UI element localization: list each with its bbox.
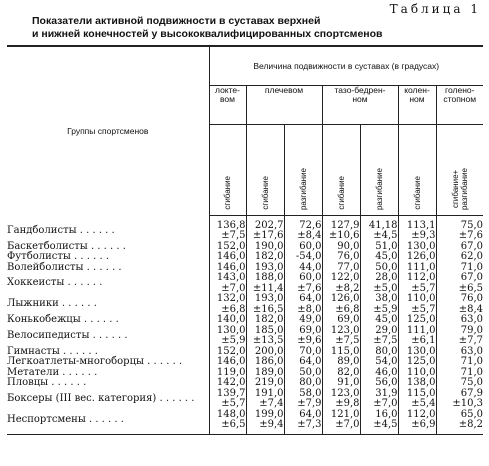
mean-value: 219,0 (246, 378, 284, 389)
mean-value: 64,0 (284, 357, 322, 368)
title-line-1: Показатели активной подвижности в суставах верхней (32, 15, 321, 27)
joint-header: локте- вом (209, 86, 246, 125)
sd-value: ±17,6 (246, 231, 284, 242)
mean-value: 125,0 (398, 357, 436, 368)
mean-value: 70,0 (284, 347, 322, 358)
athlete-group (7, 326, 209, 347)
mean-value: 71,0 (436, 368, 483, 379)
mean-value: 29,0 (360, 326, 398, 337)
mean-value: 75,0 (436, 378, 483, 389)
mean-value: 76,0 (322, 252, 360, 263)
sd-value: ±8,2 (436, 420, 483, 431)
athlete-group (7, 294, 209, 315)
sd-value: ±6,9 (398, 420, 436, 431)
mean-value: 90,0 (322, 242, 360, 253)
table-body (7, 216, 483, 435)
sd-value: ±13,5 (246, 336, 284, 347)
group-name: Пловцы (7, 377, 49, 388)
mean-value: 110,0 (398, 368, 436, 379)
joint-header: голено- стопном (436, 86, 483, 125)
mean-value: 110,0 (398, 294, 436, 305)
joint-header: плечевом (246, 86, 322, 125)
sd-value: ±11,4 (246, 284, 284, 295)
mean-value: 193,0 (246, 263, 284, 274)
mean-value: 80,0 (360, 347, 398, 358)
dot-leader: . . . . . . (64, 277, 103, 289)
mean-value: 136,8 (209, 221, 246, 232)
mean-value: 138,0 (398, 378, 436, 389)
sd-value: ±10,6 (322, 231, 360, 242)
mean-value: 200,0 (246, 347, 284, 358)
mean-value: 51,0 (360, 242, 398, 253)
mean-value: 50,0 (284, 368, 322, 379)
mean-value: 143,0 (209, 273, 246, 284)
sd-value: ±9,8 (322, 399, 360, 410)
sd-value: ±5,7 (209, 399, 246, 410)
group-name: Гимнасты (7, 345, 60, 357)
sd-value: ±6,5 (436, 284, 483, 295)
mean-value: 182,0 (246, 315, 284, 326)
mobility-table (7, 45, 483, 435)
sd-value: ±7,4 (246, 399, 284, 410)
mean-value: 185,0 (246, 326, 284, 337)
sd-value: ±7,0 (209, 284, 246, 295)
mean-value: 188,0 (246, 273, 284, 284)
group-name: Гандболисты (7, 224, 77, 236)
sd-value: ±7,9 (284, 399, 322, 410)
mean-value: 71,0 (436, 357, 483, 368)
movement-label: разгибание (374, 167, 384, 210)
mean-value: 77,0 (322, 263, 360, 274)
dot-leader: . . . . . . (89, 329, 128, 341)
mean-value: 79,0 (436, 326, 483, 337)
mean-value: 38,0 (360, 294, 398, 305)
mean-value: 67,9 (436, 389, 483, 400)
sd-value: ±5,4 (398, 399, 436, 410)
mean-value: 182,0 (246, 252, 284, 263)
movement-label: сгибание (223, 176, 232, 210)
movement-header (436, 125, 483, 216)
mean-value: 130,0 (398, 347, 436, 358)
sd-value: ±6,5 (209, 420, 246, 431)
dot-leader: . . . . . . (59, 366, 98, 378)
table-header (7, 46, 483, 216)
sd-value: ±10,3 (436, 399, 483, 410)
dot-leader: . . . . . . (59, 345, 98, 357)
sd-value: ±8,2 (322, 284, 360, 295)
athlete-group (7, 263, 209, 274)
mean-value: 126,0 (398, 252, 436, 263)
mean-value: 60,0 (284, 273, 322, 284)
dot-leader: . . . . . . (83, 261, 122, 273)
mean-value: 44,0 (284, 263, 322, 274)
movement-label: сгибание (336, 176, 346, 210)
group-name: Волейболисты (7, 261, 84, 273)
mean-value: 115,0 (398, 389, 436, 400)
sd-value: ±5,9 (209, 336, 246, 347)
mean-value: 193,0 (246, 294, 284, 305)
dot-leader: . . . . . . (80, 314, 119, 325)
table-number: Таблица 1 (389, 2, 481, 16)
mean-value: 189,0 (246, 368, 284, 379)
mean-value: 60,0 (284, 242, 322, 253)
movement-label: сгибание (260, 176, 270, 210)
mean-value: 49,0 (284, 315, 322, 326)
title-line-2: и нижней конечностей у высококвалифицированных спортсменов (32, 28, 383, 40)
movement-header (284, 125, 322, 216)
mean-value: 152,0 (209, 242, 246, 253)
mean-value: 111,0 (398, 326, 436, 337)
sd-value: ±5,0 (360, 284, 398, 295)
movement-header (322, 125, 360, 216)
sd-value: ±7,6 (436, 231, 483, 242)
groups-header: Группы спортсменов (7, 46, 209, 216)
table-row (7, 378, 483, 389)
sd-value: ±9,4 (246, 420, 284, 431)
mean-value: 76,0 (436, 294, 483, 305)
mean-value: 54,0 (360, 357, 398, 368)
athlete-group (7, 410, 209, 431)
group-name: Легкоатлеты-многоборцы (7, 356, 144, 367)
sd-value: ±6,1 (398, 336, 436, 347)
sd-value: ±7,0 (360, 399, 398, 410)
sd-value: ±4,5 (360, 420, 398, 431)
sd-value: ±8,0 (284, 305, 322, 316)
mean-value: 89,0 (322, 357, 360, 368)
mean-value: 72,6 (284, 221, 322, 232)
sd-value: ±9,6 (284, 336, 322, 347)
mean-value: 58,0 (284, 389, 322, 400)
sd-value: ±6,8 (322, 305, 360, 316)
group-name: Конькобежцы (7, 314, 81, 325)
mean-value: 148,0 (209, 410, 246, 421)
mean-value: 123,0 (322, 326, 360, 337)
group-name: Хоккеисты (7, 277, 65, 289)
mean-value: 139,7 (209, 389, 246, 400)
sd-value: ±7,7 (436, 336, 483, 347)
dot-leader: . . . . . . (85, 413, 124, 425)
mean-value: 56,0 (360, 378, 398, 389)
group-name: Баскетболисты (7, 240, 88, 252)
mean-value: 28,0 (360, 273, 398, 284)
sd-value: ±7,6 (284, 284, 322, 295)
mean-value: 80,0 (284, 378, 322, 389)
mean-value: 121,0 (322, 410, 360, 421)
sd-value: ±7,3 (284, 420, 322, 431)
table-row (7, 315, 483, 326)
group-name: Метатели (7, 366, 60, 378)
table-row (7, 273, 483, 284)
sd-value: ±5,7 (398, 305, 436, 316)
mean-value: 132,0 (209, 294, 246, 305)
mean-value: 45,0 (360, 252, 398, 263)
mean-value: 152,0 (209, 347, 246, 358)
athlete-group (7, 273, 209, 294)
sd-value: ±5,7 (398, 284, 436, 295)
sd-value: ±9,3 (398, 231, 436, 242)
mean-value: 82,0 (322, 368, 360, 379)
movement-label: сгибание+ разгибание (450, 167, 469, 210)
group-name: Боксеры (III вес. категория) (7, 392, 157, 404)
movement-label: разгибание (298, 167, 308, 210)
mean-value: 127,9 (322, 221, 360, 232)
mean-value: 41,18 (360, 221, 398, 232)
mean-value: 64,0 (284, 294, 322, 305)
sd-value: ±7,5 (322, 336, 360, 347)
mean-value: 112,0 (398, 273, 436, 284)
mean-value: 46,0 (360, 368, 398, 379)
mean-value: 125,0 (398, 315, 436, 326)
sd-value: ±5,9 (360, 305, 398, 316)
athlete-group (7, 378, 209, 389)
dot-leader: . . . . . . (143, 356, 183, 367)
dot-leader: . . . . . . (58, 298, 97, 310)
mean-value: 75,0 (436, 221, 483, 232)
mean-value: 67,0 (436, 242, 483, 253)
mean-value: 65,0 (436, 410, 483, 421)
mean-value: 140,0 (209, 315, 246, 326)
mean-value: 130,0 (209, 326, 246, 337)
dot-leader: . . . . . . (87, 240, 126, 252)
mean-value: 67,0 (436, 273, 483, 284)
athlete-group (7, 221, 209, 242)
sd-value: ±7,0 (322, 420, 360, 431)
sd-value: ±6,8 (209, 305, 246, 316)
mean-value: 63,0 (436, 315, 483, 326)
mean-value: 63,0 (436, 347, 483, 358)
mean-value: 119,0 (209, 368, 246, 379)
sd-value: ±8,4 (284, 231, 322, 242)
mean-value: 191,0 (246, 389, 284, 400)
mean-value: 62,0 (436, 252, 483, 263)
group-name: Велосипедисты (7, 329, 90, 341)
sd-value: ±4,5 (360, 231, 398, 242)
dot-leader: . . . . . . (156, 392, 195, 404)
mean-value: 146,0 (209, 252, 246, 263)
mean-value: 71,0 (436, 263, 483, 274)
dot-leader: . . . . . . (48, 377, 87, 388)
mean-value: 146,0 (209, 263, 246, 274)
mean-value: 64,0 (284, 410, 322, 421)
dot-leader: . . . . . . (70, 251, 110, 262)
mean-value: 190,0 (246, 242, 284, 253)
mean-value: 199,0 (246, 410, 284, 421)
joint-header: колен- ном (398, 86, 436, 125)
sd-value: ±7,5 (360, 336, 398, 347)
dot-leader: . . . . . . (76, 224, 115, 236)
mean-value: 123,0 (322, 389, 360, 400)
mean-value: 115,0 (322, 347, 360, 358)
mean-value: 112,0 (398, 410, 436, 421)
table-row (7, 294, 483, 305)
athlete-group (7, 389, 209, 410)
mean-value: 126,0 (322, 294, 360, 305)
movement-header (398, 125, 436, 216)
table-title (32, 15, 452, 41)
mean-value: 69,0 (322, 315, 360, 326)
movement-header (209, 125, 246, 216)
mean-value: 130,0 (398, 242, 436, 253)
mean-value: 31,9 (360, 389, 398, 400)
mean-value: 111,0 (398, 263, 436, 274)
sd-value: ±8,4 (436, 305, 483, 316)
mean-value: 122,0 (322, 273, 360, 284)
mean-value: 146,0 (209, 357, 246, 368)
mean-value: 50,0 (360, 263, 398, 274)
mean-value: 202,7 (246, 221, 284, 232)
mean-value: 45,0 (360, 315, 398, 326)
joint-header: тазо-бедрен- ном (322, 86, 398, 125)
mean-value: 69,0 (284, 326, 322, 337)
movement-header (246, 125, 284, 216)
movement-header (360, 125, 398, 216)
super-header: Величина подвижности в суставах (в градусах) (209, 46, 483, 86)
athlete-group (7, 315, 209, 326)
movement-label: сгибание (412, 176, 422, 210)
mean-value: 113,1 (398, 221, 436, 232)
sd-value: ±7,5 (209, 231, 246, 242)
mean-value: 186,0 (246, 357, 284, 368)
sd-value: ±16,5 (246, 305, 284, 316)
mean-value: 16,0 (360, 410, 398, 421)
group-name: Лыжники (7, 298, 59, 310)
group-name: Футболисты (7, 251, 71, 262)
mean-value: 142,0 (209, 378, 246, 389)
group-name: Неспортсмены (7, 413, 86, 425)
mean-value: 91,0 (322, 378, 360, 389)
mean-value: -54,0 (284, 252, 322, 263)
